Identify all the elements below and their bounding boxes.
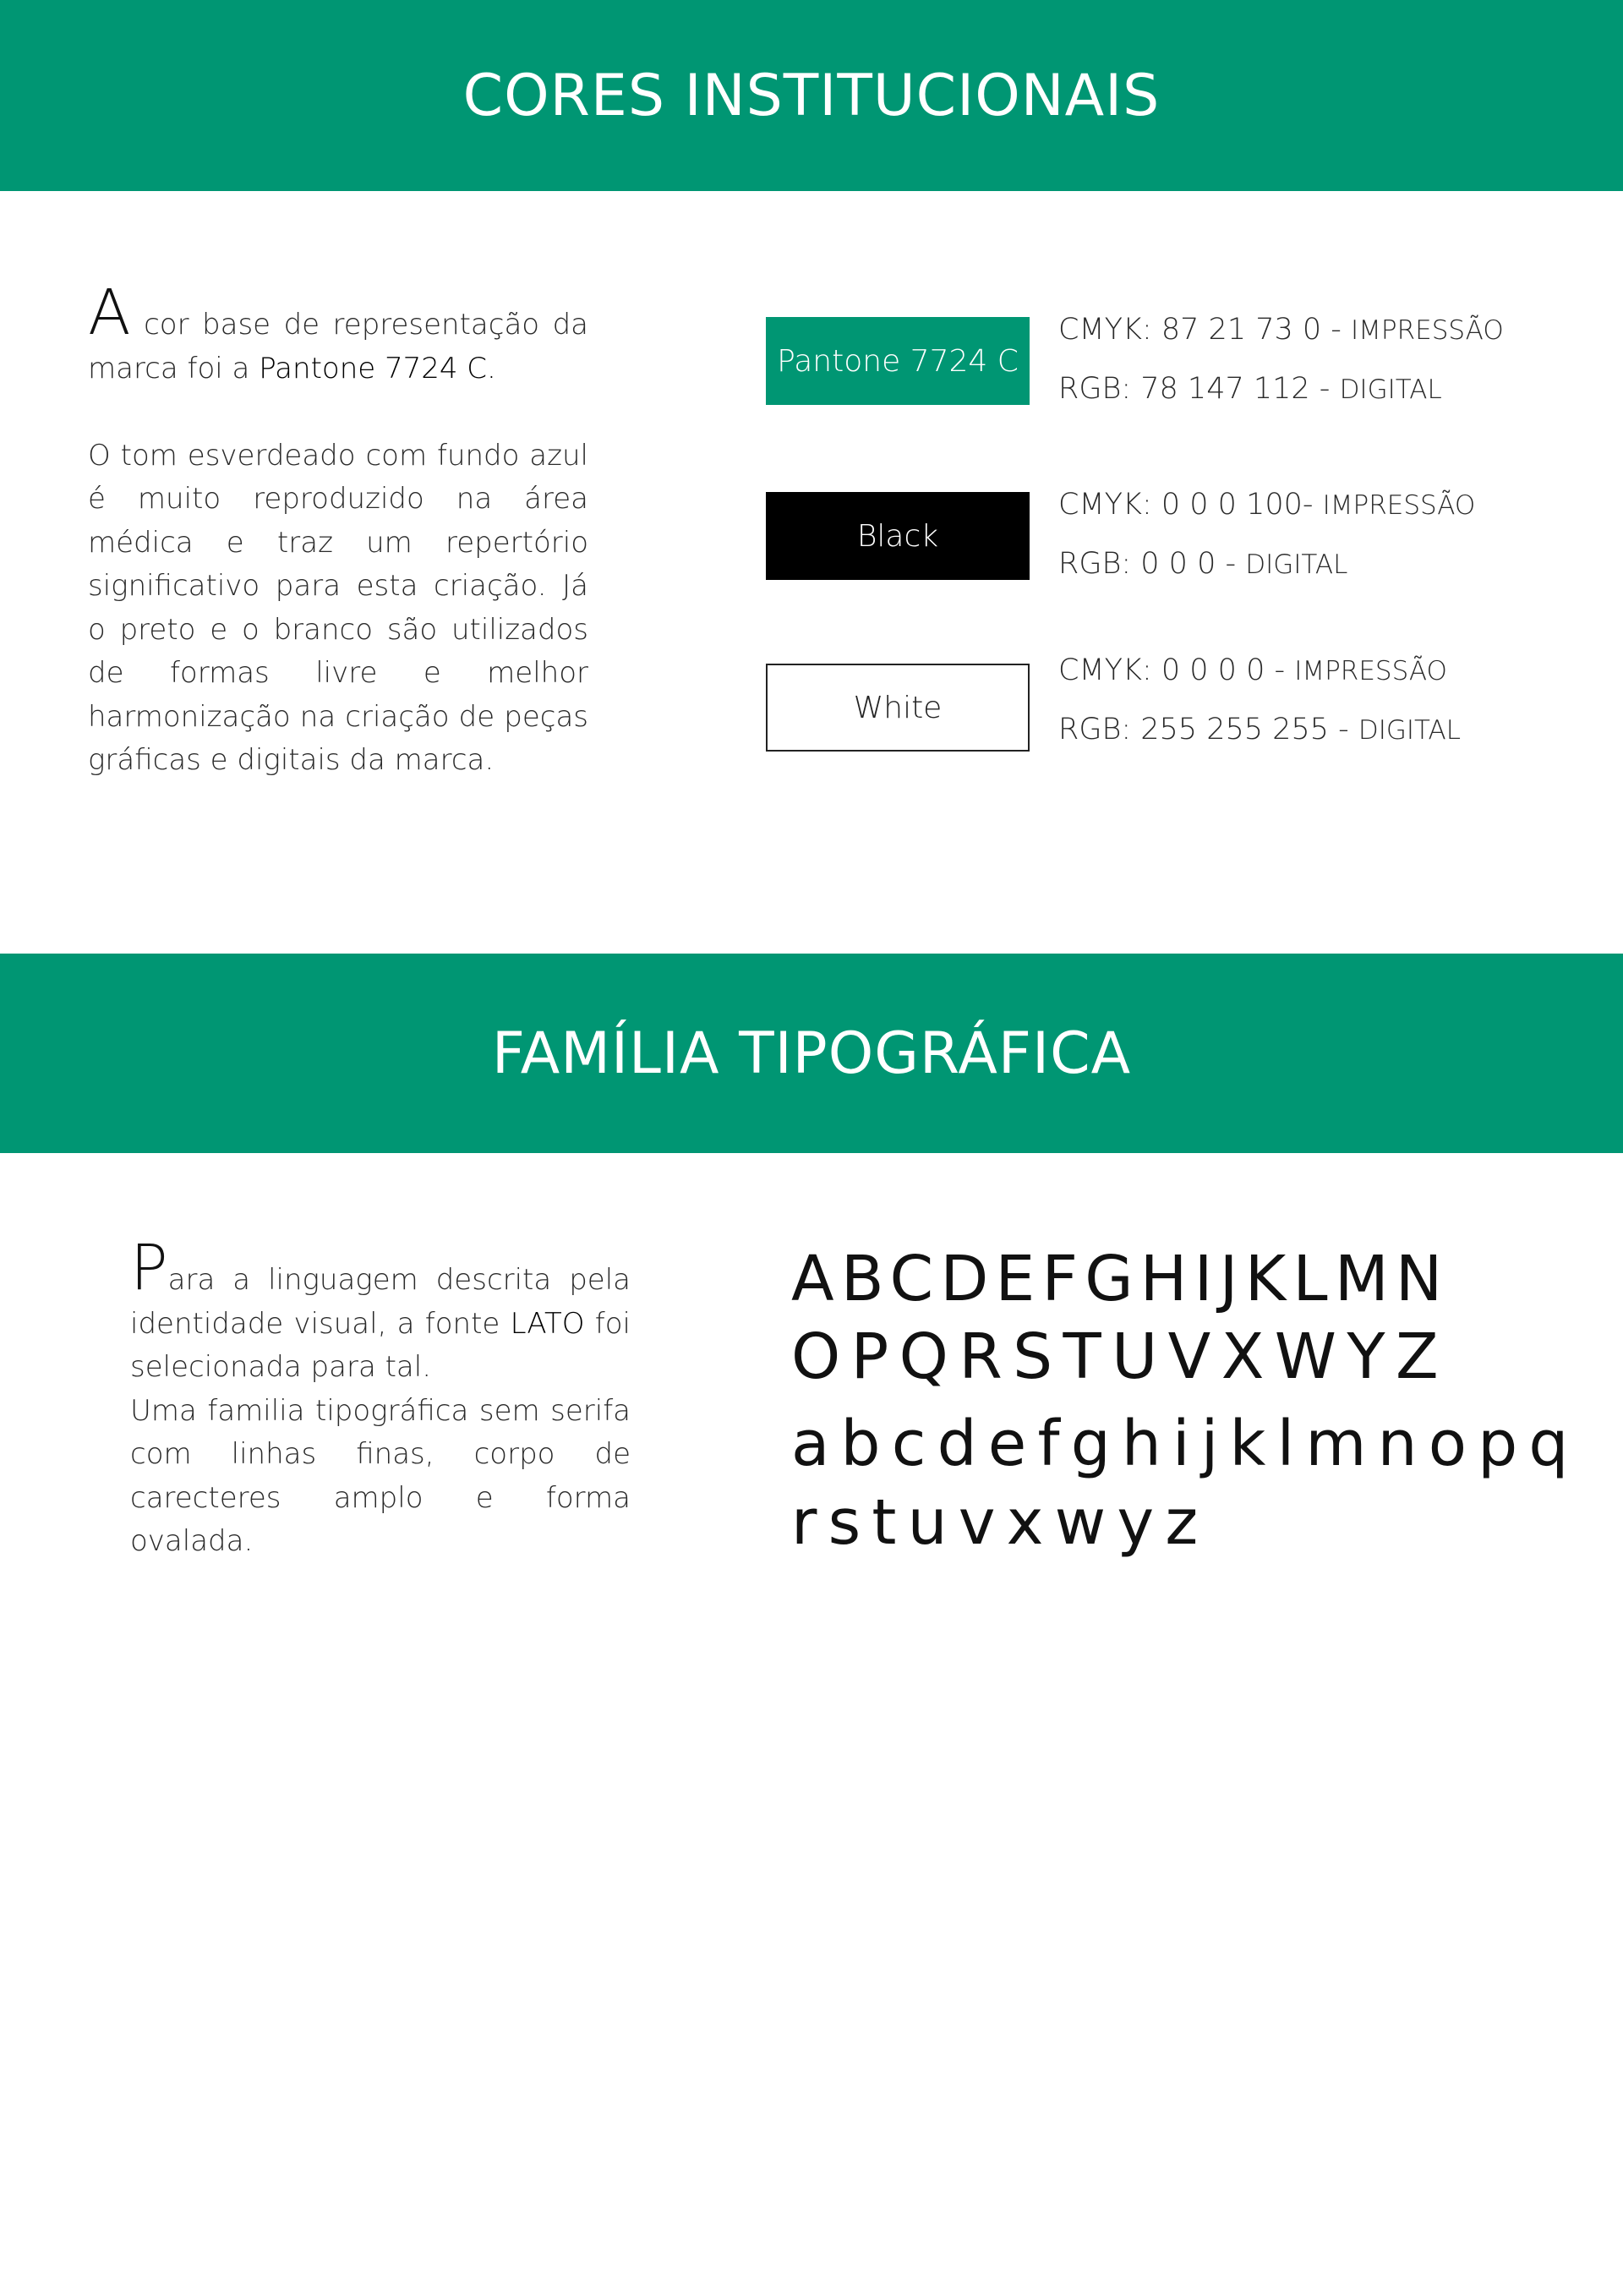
cores-intro-paragraph (88, 276, 588, 391)
swatch-pantone: Pantone 7724 C (766, 317, 1030, 405)
familia-paragraph-1 (130, 1232, 631, 1390)
familia-paragraph-2: Uma familia tipográfica sem serifa com linhas finas, corpo de carecteres amplo e forma ovalada. (130, 1393, 631, 1558)
alphabet-lowercase-line-1: abcdefghijklmnopq (791, 1408, 1580, 1480)
black-rgb (1058, 547, 1347, 581)
cores-intro-text: cor base de representação da marca foi a (88, 308, 588, 385)
white-rgb (1058, 713, 1461, 746)
cores-drop-cap: A (88, 276, 131, 349)
white-cmyk-use: IMPRESSÃO (1294, 656, 1447, 686)
pantone-cmyk-values: CMYK: 87 21 73 0 - (1058, 313, 1352, 347)
black-cmyk-values: CMYK: 0 0 0 100- (1058, 488, 1323, 522)
white-cmyk-values: CMYK: 0 0 0 0 - (1058, 653, 1295, 687)
cores-banner (0, 0, 1623, 191)
black-rgb-values: RGB: 0 0 0 - (1058, 547, 1246, 581)
black-rgb-use: DIGITAL (1245, 549, 1348, 580)
black-cmyk (1058, 488, 1475, 522)
white-rgb-use: DIGITAL (1358, 715, 1462, 746)
pantone-cmyk-use: IMPRESSÃO (1351, 315, 1504, 346)
pantone-rgb (1058, 372, 1442, 406)
pantone-rgb-values: RGB: 78 147 112 - (1058, 372, 1340, 406)
black-cmyk-use: IMPRESSÃO (1322, 490, 1476, 521)
familia-description (130, 1232, 631, 1564)
familia-text-2: foi selecionada para tal. (130, 1306, 631, 1384)
swatch-white: White (766, 664, 1030, 752)
cores-description (88, 276, 588, 783)
alphabet-lowercase-line-2: rstuvxwyz (791, 1486, 1210, 1559)
alphabet-uppercase-line-2: OPQRSTUVXWYZ (791, 1320, 1450, 1393)
cores-intro-highlight: Pantone 7724 C. (259, 351, 496, 385)
white-cmyk (1058, 653, 1447, 687)
alphabet-uppercase-line-1: ABCDEFGHIJKLMN (791, 1243, 1450, 1315)
familia-text-1: ara a linguagem descrita pela identidade visual, a fonte (130, 1263, 631, 1341)
cores-body-paragraph: O tom esverdeado com fundo azul é muito reproduzido na área médica e traz um repertório significativo para esta criação. Já o preto e o branco são utilizados de formas livre e melhor harmonização na criação de peças gráficas e digitais da marca. (88, 438, 588, 777)
white-rgb-values: RGB: 255 255 255 - (1058, 713, 1358, 746)
pantone-cmyk (1058, 313, 1504, 347)
familia-font-name: LATO (510, 1306, 585, 1341)
familia-title: FAMÍLIA TIPOGRÁFICA (491, 1020, 1132, 1087)
familia-banner (0, 954, 1623, 1153)
pantone-rgb-use: DIGITAL (1339, 374, 1442, 405)
familia-drop-cap: P (130, 1232, 168, 1304)
swatch-black: Black (766, 492, 1030, 580)
cores-title: CORES INSTITUCIONAIS (462, 62, 1161, 129)
